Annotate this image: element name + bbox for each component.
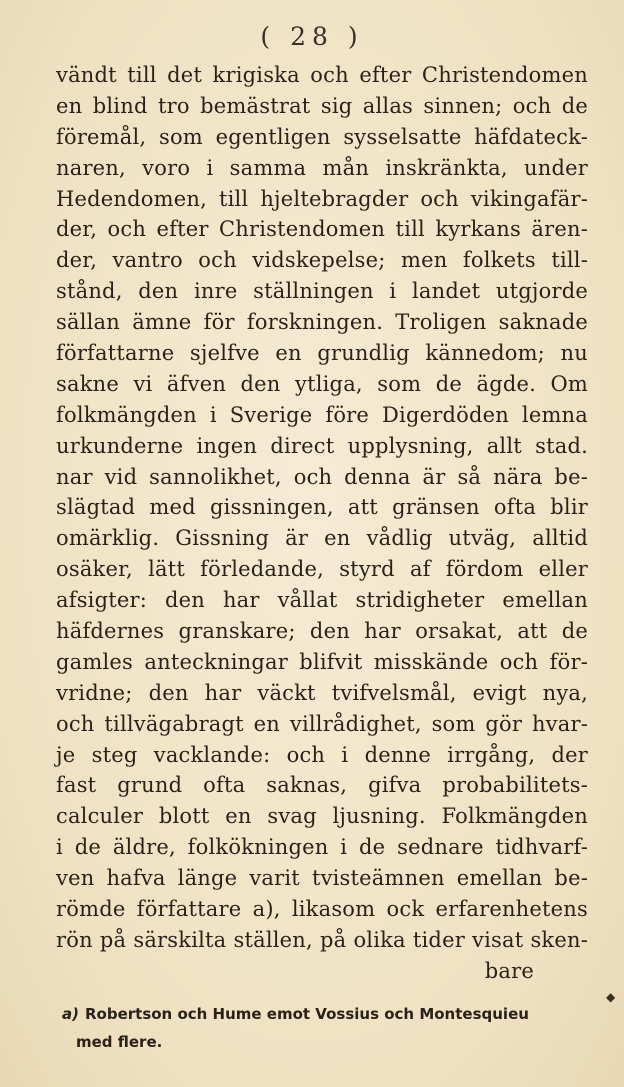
text-line: der, vantro och vidskepelse; men folkets till- <box>56 248 588 273</box>
text-line: Hedendomen, till hjeltebragder och vikingafär- <box>56 186 588 211</box>
text-line: stånd, den inre ställningen i landet utgjorde <box>56 279 588 304</box>
text-line: urkunderne ingen direct upplysning, allt stad. <box>56 433 588 458</box>
text-line: författarne sjelfve en grundlig kännedom; nu <box>56 341 588 366</box>
text-line: vridne; den har väckt tvifvelsmål, evigt nya, <box>56 680 588 705</box>
footnote-line-2: med flere. <box>76 1033 163 1051</box>
text-line: je steg vacklande: och i denne irrgång, der <box>56 742 588 767</box>
body-text <box>56 60 588 987</box>
text-line: osäker, lätt förledande, styrd af fördom eller <box>56 557 588 582</box>
text-line: calculer blott en svag ljusning. Folkmängden <box>56 804 588 829</box>
text-line: en blind tro bemästrat sig allas sinnen; och de <box>56 93 588 118</box>
text-line: föremål, som egentligen sysselsatte häfdateck- <box>56 124 588 149</box>
text-line: omärklig. Gissning är en vådlig utväg, alltid <box>56 526 588 551</box>
text-line: gamles anteckningar blifvit misskände och för- <box>56 649 588 674</box>
text-line: sällan ämne för forskningen. Troligen saknade <box>56 310 588 335</box>
footnote-mark: a) <box>62 1005 79 1023</box>
text-line: rön på särskilta ställen, på olika tider visat sken- <box>56 927 588 952</box>
text-line: och tillvägabragt en villrådighet, som gör hvar- <box>56 711 588 736</box>
text-line: nar vid sannolikhet, och denna är så nära be- <box>56 464 588 489</box>
text-line: afsigter: den har vållat stridigheter emellan <box>56 588 588 613</box>
text-line: slägtad med gissningen, att gränsen ofta blir <box>56 495 588 520</box>
stray-ink-mark: ◆ <box>606 990 616 1004</box>
catchword: bare <box>484 958 534 983</box>
footnote <box>62 1000 572 1056</box>
text-line: vändt till det krigiska och efter Christendomen <box>56 63 588 87</box>
text-line: römde författare a), likasom ock erfarenhetens <box>56 897 588 922</box>
footnote-line-1 <box>62 1000 572 1028</box>
text-line: folkmängden i Sverige före Digerdöden lemna <box>56 402 588 427</box>
text-line: fast grund ofta saknas, gifva probabilitets- <box>56 773 588 798</box>
text-line: der, och efter Christendomen till kyrkans ären- <box>56 217 588 242</box>
text-line: häfdernes granskare; den har orsakat, att de <box>56 619 588 644</box>
text-line: naren, voro i samma mån inskränkta, under <box>56 155 588 180</box>
text-line: i de äldre, folkökningen i de sednare tidhvarf- <box>56 835 588 860</box>
text-line: ven hafva länge varit tvisteämnen emellan be- <box>56 866 588 891</box>
page-number: ( 28 ) <box>260 22 364 51</box>
footnote-text-1: Robertson och Hume emot Vossius och Montesquieu <box>84 1005 529 1023</box>
text-line: sakne vi äfven den ytliga, som de ägde. Om <box>56 371 588 396</box>
